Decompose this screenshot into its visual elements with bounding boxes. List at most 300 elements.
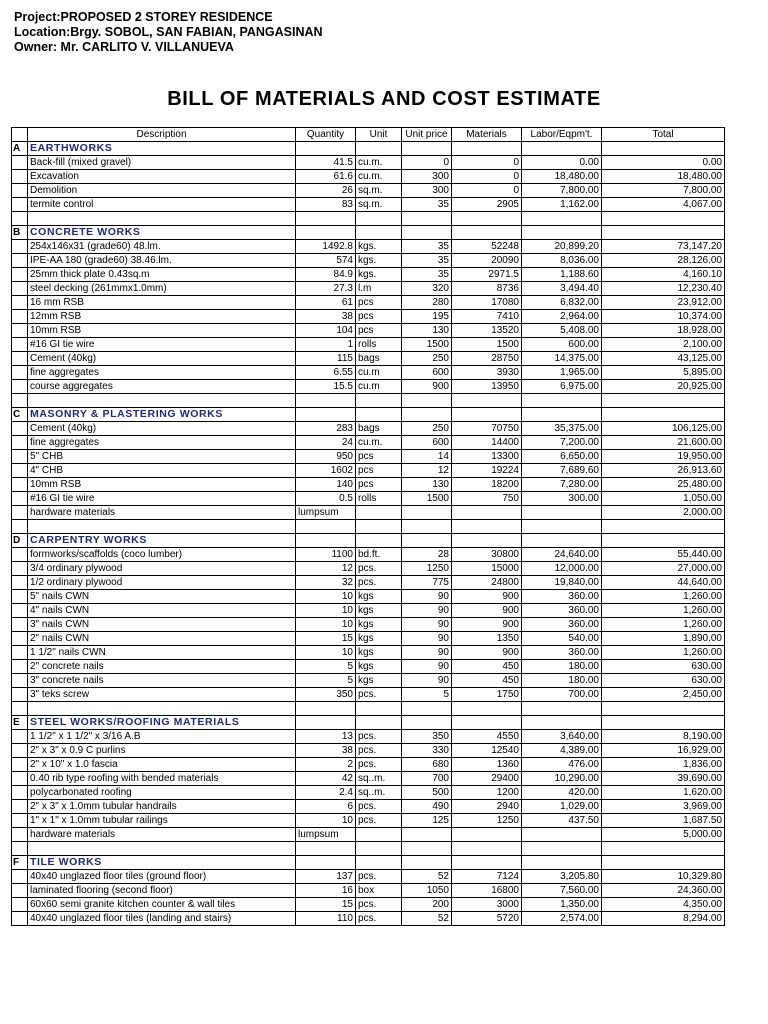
cell-total: 28,126.00 — [602, 254, 725, 268]
cell-labor: 18,480.00 — [522, 170, 602, 184]
cell-unit: pcs. — [356, 912, 402, 926]
empty-cell — [12, 212, 28, 226]
empty-cell — [356, 534, 402, 548]
cell-materials: 7124 — [452, 870, 522, 884]
empty-cell — [12, 380, 28, 394]
cell-unit: bags — [356, 422, 402, 436]
cell-total: 25,480.00 — [602, 478, 725, 492]
table-row — [12, 758, 725, 772]
cell-materials: 0 — [452, 184, 522, 198]
empty-cell — [452, 408, 522, 422]
empty-cell — [602, 534, 725, 548]
cell-labor: 180.00 — [522, 674, 602, 688]
cell-unit: l.m — [356, 282, 402, 296]
empty-cell — [12, 842, 28, 856]
cell-quantity: 283 — [296, 422, 356, 436]
cell-unit: kgs. — [356, 254, 402, 268]
bill-of-materials-table — [11, 127, 725, 926]
cell-quantity: 38 — [296, 310, 356, 324]
cell-materials: 16800 — [452, 884, 522, 898]
cell-unit — [356, 828, 402, 842]
empty-cell — [296, 142, 356, 156]
cell-materials: 13300 — [452, 450, 522, 464]
empty-cell — [522, 226, 602, 240]
cell-quantity: 1 — [296, 338, 356, 352]
cell-unit: kgs — [356, 674, 402, 688]
table-row — [12, 478, 725, 492]
empty-cell — [522, 534, 602, 548]
cell-description: 0.40 rib type roofing with bended materials — [28, 772, 296, 786]
cell-quantity: 5 — [296, 674, 356, 688]
table-row — [12, 352, 725, 366]
cell-description: 1" x 1" x 1.0mm tubular railings — [28, 814, 296, 828]
cell-unit: cu.m. — [356, 170, 402, 184]
table-row — [12, 464, 725, 478]
empty-cell — [12, 562, 28, 576]
table-row — [12, 366, 725, 380]
cell-total: 16,929.00 — [602, 744, 725, 758]
cell-labor: 1,162.00 — [522, 198, 602, 212]
cell-description: IPE-AA 180 (grade60) 38.46.lm. — [28, 254, 296, 268]
cell-description: 3" nails CWN — [28, 618, 296, 632]
cell-total: 630.00 — [602, 674, 725, 688]
cell-total: 3,969.00 — [602, 800, 725, 814]
column-header: Labor/Eqpm't. — [522, 128, 602, 142]
section-letter: A — [12, 142, 28, 156]
cell-quantity: 15 — [296, 898, 356, 912]
empty-cell — [402, 408, 452, 422]
cell-description: 1/2 ordinary plywood — [28, 576, 296, 590]
cell-materials: 1500 — [452, 338, 522, 352]
cell-description: hardware materials — [28, 506, 296, 520]
cell-materials: 12540 — [452, 744, 522, 758]
table-row — [12, 198, 725, 212]
cell-unit-price: 775 — [402, 576, 452, 590]
cell-unit: kgs — [356, 646, 402, 660]
empty-cell — [356, 408, 402, 422]
table-row — [12, 674, 725, 688]
cell-labor: 0.00 — [522, 156, 602, 170]
cell-quantity: 110 — [296, 912, 356, 926]
cell-unit-price: 250 — [402, 422, 452, 436]
cell-unit: pcs. — [356, 758, 402, 772]
table-row — [12, 912, 725, 926]
cell-unit-price: 680 — [402, 758, 452, 772]
cell-total: 4,160.10 — [602, 268, 725, 282]
cell-quantity: 83 — [296, 198, 356, 212]
cell-description: 2" x 10" x 1.0 fascia — [28, 758, 296, 772]
cell-quantity: 5 — [296, 660, 356, 674]
section-name: EARTHWORKS — [28, 142, 296, 156]
cell-unit-price: 490 — [402, 800, 452, 814]
empty-cell — [402, 226, 452, 240]
empty-cell — [12, 254, 28, 268]
cell-labor: 5,408.00 — [522, 324, 602, 338]
empty-cell — [12, 576, 28, 590]
table-row — [12, 800, 725, 814]
cell-labor: 4,389.00 — [522, 744, 602, 758]
cell-unit: box — [356, 884, 402, 898]
empty-cell — [296, 702, 356, 716]
cell-quantity: 84.9 — [296, 268, 356, 282]
empty-cell — [296, 520, 356, 534]
empty-cell — [28, 212, 296, 226]
cell-total: 1,620.00 — [602, 786, 725, 800]
cell-unit: kgs. — [356, 268, 402, 282]
cell-total: 1,890.00 — [602, 632, 725, 646]
cell-unit-price: 320 — [402, 282, 452, 296]
cell-total: 4,350.00 — [602, 898, 725, 912]
table-row — [12, 786, 725, 800]
cell-materials: 1360 — [452, 758, 522, 772]
cell-unit-price: 130 — [402, 324, 452, 338]
cell-materials: 24800 — [452, 576, 522, 590]
empty-cell — [28, 702, 296, 716]
cell-unit: pcs — [356, 478, 402, 492]
cell-unit-price: 280 — [402, 296, 452, 310]
cell-quantity: 27.3 — [296, 282, 356, 296]
cell-description: 4" CHB — [28, 464, 296, 478]
table-row — [12, 562, 725, 576]
empty-cell — [522, 408, 602, 422]
table-row — [12, 282, 725, 296]
cell-labor: 14,375.00 — [522, 352, 602, 366]
cell-total: 12,230.40 — [602, 282, 725, 296]
empty-cell — [12, 506, 28, 520]
project-owner: Owner: Mr. CARLITO V. VILLANUEVA — [14, 40, 234, 54]
cell-description: 10mm RSB — [28, 324, 296, 338]
cell-materials: 15000 — [452, 562, 522, 576]
column-header: Unit price — [402, 128, 452, 142]
table-row — [12, 240, 725, 254]
empty-cell — [522, 142, 602, 156]
cell-unit-price — [402, 828, 452, 842]
table-header-row — [12, 128, 725, 142]
cell-labor: 1,350.00 — [522, 898, 602, 912]
blank-row — [12, 394, 725, 408]
empty-cell — [12, 814, 28, 828]
cell-total: 1,260.00 — [602, 604, 725, 618]
cell-total: 630.00 — [602, 660, 725, 674]
cell-total: 5,895.00 — [602, 366, 725, 380]
table-row — [12, 646, 725, 660]
blank-row — [12, 212, 725, 226]
cell-total: 2,000.00 — [602, 506, 725, 520]
cell-total: 2,450.00 — [602, 688, 725, 702]
cell-unit: bd.ft. — [356, 548, 402, 562]
table-row — [12, 814, 725, 828]
cell-unit: pcs. — [356, 576, 402, 590]
cell-materials: 52248 — [452, 240, 522, 254]
table-row — [12, 548, 725, 562]
table-row — [12, 184, 725, 198]
cell-unit — [356, 506, 402, 520]
cell-total: 18,480.00 — [602, 170, 725, 184]
cell-quantity: 32 — [296, 576, 356, 590]
cell-description: fine aggregates — [28, 366, 296, 380]
cell-unit-price: 200 — [402, 898, 452, 912]
empty-cell — [12, 324, 28, 338]
cell-total: 10,374.00 — [602, 310, 725, 324]
table-row — [12, 436, 725, 450]
cell-total: 43,125.00 — [602, 352, 725, 366]
cell-unit: kgs. — [356, 240, 402, 254]
empty-cell — [12, 632, 28, 646]
cell-description: 4" nails CWN — [28, 604, 296, 618]
table-row — [12, 338, 725, 352]
column-header: Description — [28, 128, 296, 142]
cell-unit-price: 300 — [402, 170, 452, 184]
cell-description: termite control — [28, 198, 296, 212]
cell-total: 18,928.00 — [602, 324, 725, 338]
cell-description: Back-fill (mixed gravel) — [28, 156, 296, 170]
cell-unit-price: 35 — [402, 268, 452, 282]
cell-quantity: 2.4 — [296, 786, 356, 800]
cell-unit: pcs. — [356, 562, 402, 576]
cell-labor: 360.00 — [522, 618, 602, 632]
cell-quantity: 10 — [296, 618, 356, 632]
empty-cell — [402, 212, 452, 226]
table-row — [12, 254, 725, 268]
empty-cell — [12, 674, 28, 688]
empty-cell — [296, 394, 356, 408]
section-letter: F — [12, 856, 28, 870]
cell-quantity: 0.5 — [296, 492, 356, 506]
cell-quantity: 42 — [296, 772, 356, 786]
cell-materials: 2971.5 — [452, 268, 522, 282]
cell-materials: 0 — [452, 170, 522, 184]
empty-cell — [12, 786, 28, 800]
empty-cell — [402, 716, 452, 730]
cell-quantity: 1602 — [296, 464, 356, 478]
cell-quantity: 24 — [296, 436, 356, 450]
empty-cell — [12, 870, 28, 884]
empty-cell — [12, 156, 28, 170]
empty-cell — [452, 142, 522, 156]
empty-cell — [12, 394, 28, 408]
cell-quantity: 6 — [296, 800, 356, 814]
empty-cell — [28, 842, 296, 856]
empty-cell — [356, 856, 402, 870]
cell-materials: 1250 — [452, 814, 522, 828]
cell-unit: pcs — [356, 310, 402, 324]
empty-cell — [452, 856, 522, 870]
cell-unit: kgs — [356, 604, 402, 618]
section-letter: D — [12, 534, 28, 548]
section-name: STEEL WORKS/ROOFING MATERIALS — [28, 716, 296, 730]
section-header-row — [12, 716, 725, 730]
cell-quantity: 6.55 — [296, 366, 356, 380]
cell-description: 60x60 semi granite kitchen counter & wall tiles — [28, 898, 296, 912]
cell-unit: kgs — [356, 632, 402, 646]
cell-description: fine aggregates — [28, 436, 296, 450]
cell-labor: 540.00 — [522, 632, 602, 646]
cell-materials: 8736 — [452, 282, 522, 296]
cell-unit-price: 28 — [402, 548, 452, 562]
cell-unit: pcs. — [356, 870, 402, 884]
cell-unit-price: 90 — [402, 604, 452, 618]
cell-materials: 18200 — [452, 478, 522, 492]
cell-unit-price — [402, 506, 452, 520]
empty-cell — [602, 856, 725, 870]
section-header-row — [12, 226, 725, 240]
cell-quantity: 950 — [296, 450, 356, 464]
table-row — [12, 688, 725, 702]
cell-description: Excavation — [28, 170, 296, 184]
cell-labor — [522, 506, 602, 520]
cell-quantity: 137 — [296, 870, 356, 884]
table-row — [12, 422, 725, 436]
cell-total: 1,687.50 — [602, 814, 725, 828]
cell-materials: 900 — [452, 604, 522, 618]
cell-unit-price: 300 — [402, 184, 452, 198]
cell-quantity: 10 — [296, 590, 356, 604]
section-header-row — [12, 534, 725, 548]
table-row — [12, 632, 725, 646]
empty-cell — [602, 716, 725, 730]
section-name: CONCRETE WORKS — [28, 226, 296, 240]
cell-total: 8,294.00 — [602, 912, 725, 926]
cell-description: polycarbonated roofing — [28, 786, 296, 800]
cell-materials: 3000 — [452, 898, 522, 912]
table-row — [12, 828, 725, 842]
empty-cell — [356, 394, 402, 408]
cell-materials: 19224 — [452, 464, 522, 478]
cell-materials: 450 — [452, 674, 522, 688]
cell-quantity: 2 — [296, 758, 356, 772]
cell-unit: cu.m — [356, 380, 402, 394]
empty-cell — [296, 716, 356, 730]
cell-quantity: 115 — [296, 352, 356, 366]
cell-total: 20,925.00 — [602, 380, 725, 394]
cell-unit: sq..m. — [356, 786, 402, 800]
cell-unit: pcs — [356, 296, 402, 310]
cell-description: 5" CHB — [28, 450, 296, 464]
table-row — [12, 492, 725, 506]
cell-unit: pcs. — [356, 744, 402, 758]
cell-unit-price: 900 — [402, 380, 452, 394]
cell-labor: 1,029.00 — [522, 800, 602, 814]
cell-description: Cement (40kg) — [28, 422, 296, 436]
cell-quantity: 10 — [296, 646, 356, 660]
cell-unit: kgs — [356, 660, 402, 674]
cell-description: 40x40 unglazed floor tiles (landing and stairs) — [28, 912, 296, 926]
cell-description: 1 1/2" nails CWN — [28, 646, 296, 660]
column-header: Quantity — [296, 128, 356, 142]
blank-row — [12, 702, 725, 716]
cell-materials: 2905 — [452, 198, 522, 212]
cell-total: 1,260.00 — [602, 618, 725, 632]
empty-cell — [12, 282, 28, 296]
blank-row — [12, 520, 725, 534]
cell-total: 10,329.80 — [602, 870, 725, 884]
cell-materials: 7410 — [452, 310, 522, 324]
table-row — [12, 590, 725, 604]
cell-unit-price: 14 — [402, 450, 452, 464]
project-name: Project:PROPOSED 2 STOREY RESIDENCE — [14, 10, 273, 24]
table-row — [12, 170, 725, 184]
cell-materials — [452, 828, 522, 842]
empty-cell — [522, 394, 602, 408]
empty-cell — [12, 296, 28, 310]
cell-total: 8,190.00 — [602, 730, 725, 744]
cell-quantity: 12 — [296, 562, 356, 576]
cell-description: 16 mm RSB — [28, 296, 296, 310]
cell-labor: 6,832.00 — [522, 296, 602, 310]
cell-quantity: lumpsum — [296, 506, 356, 520]
cell-materials: 13950 — [452, 380, 522, 394]
cell-materials: 17080 — [452, 296, 522, 310]
empty-cell — [402, 142, 452, 156]
cell-unit: pcs — [356, 324, 402, 338]
empty-cell — [28, 520, 296, 534]
cell-description: 1 1/2" x 1 1/2" x 3/16 A.B — [28, 730, 296, 744]
cell-description: 10mm RSB — [28, 478, 296, 492]
cell-total: 4,067.00 — [602, 198, 725, 212]
cell-labor: 1,965.00 — [522, 366, 602, 380]
cell-labor: 7,800.00 — [522, 184, 602, 198]
empty-cell — [452, 842, 522, 856]
cell-materials: 2940 — [452, 800, 522, 814]
cell-quantity: 10 — [296, 604, 356, 618]
cell-materials: 750 — [452, 492, 522, 506]
section-header-row — [12, 408, 725, 422]
empty-cell — [296, 842, 356, 856]
table-row — [12, 310, 725, 324]
empty-cell — [522, 212, 602, 226]
empty-cell — [452, 716, 522, 730]
cell-description: 2" concrete nails — [28, 660, 296, 674]
cell-description: 2" x 3" x 1.0mm tubular handrails — [28, 800, 296, 814]
cell-quantity: 140 — [296, 478, 356, 492]
empty-cell — [12, 450, 28, 464]
cell-labor: 7,200.00 — [522, 436, 602, 450]
cell-unit: kgs — [356, 590, 402, 604]
empty-cell — [12, 800, 28, 814]
empty-cell — [602, 702, 725, 716]
empty-cell — [12, 828, 28, 842]
blank-row — [12, 842, 725, 856]
cell-materials: 900 — [452, 590, 522, 604]
empty-cell — [296, 212, 356, 226]
cell-unit: pcs. — [356, 730, 402, 744]
cell-unit-price: 90 — [402, 632, 452, 646]
cell-description: 25mm thick plate 0.43sq.m — [28, 268, 296, 282]
cell-quantity: 350 — [296, 688, 356, 702]
section-name: TILE WORKS — [28, 856, 296, 870]
cell-labor: 3,494.40 — [522, 282, 602, 296]
empty-cell — [12, 436, 28, 450]
cell-materials: 28750 — [452, 352, 522, 366]
cell-labor: 10,290.00 — [522, 772, 602, 786]
project-header — [14, 10, 323, 55]
cell-labor: 700.00 — [522, 688, 602, 702]
cell-unit-price: 600 — [402, 436, 452, 450]
cell-total: 21,600.00 — [602, 436, 725, 450]
cell-unit: cu.m. — [356, 156, 402, 170]
cell-labor: 3,640.00 — [522, 730, 602, 744]
cell-unit: bags — [356, 352, 402, 366]
cell-quantity: 1100 — [296, 548, 356, 562]
empty-cell — [12, 240, 28, 254]
cell-labor: 476.00 — [522, 758, 602, 772]
empty-cell — [356, 212, 402, 226]
cell-labor: 2,574.00 — [522, 912, 602, 926]
table-row — [12, 660, 725, 674]
cell-quantity: 13 — [296, 730, 356, 744]
cell-quantity: 1492.8 — [296, 240, 356, 254]
cell-labor: 24,640.00 — [522, 548, 602, 562]
